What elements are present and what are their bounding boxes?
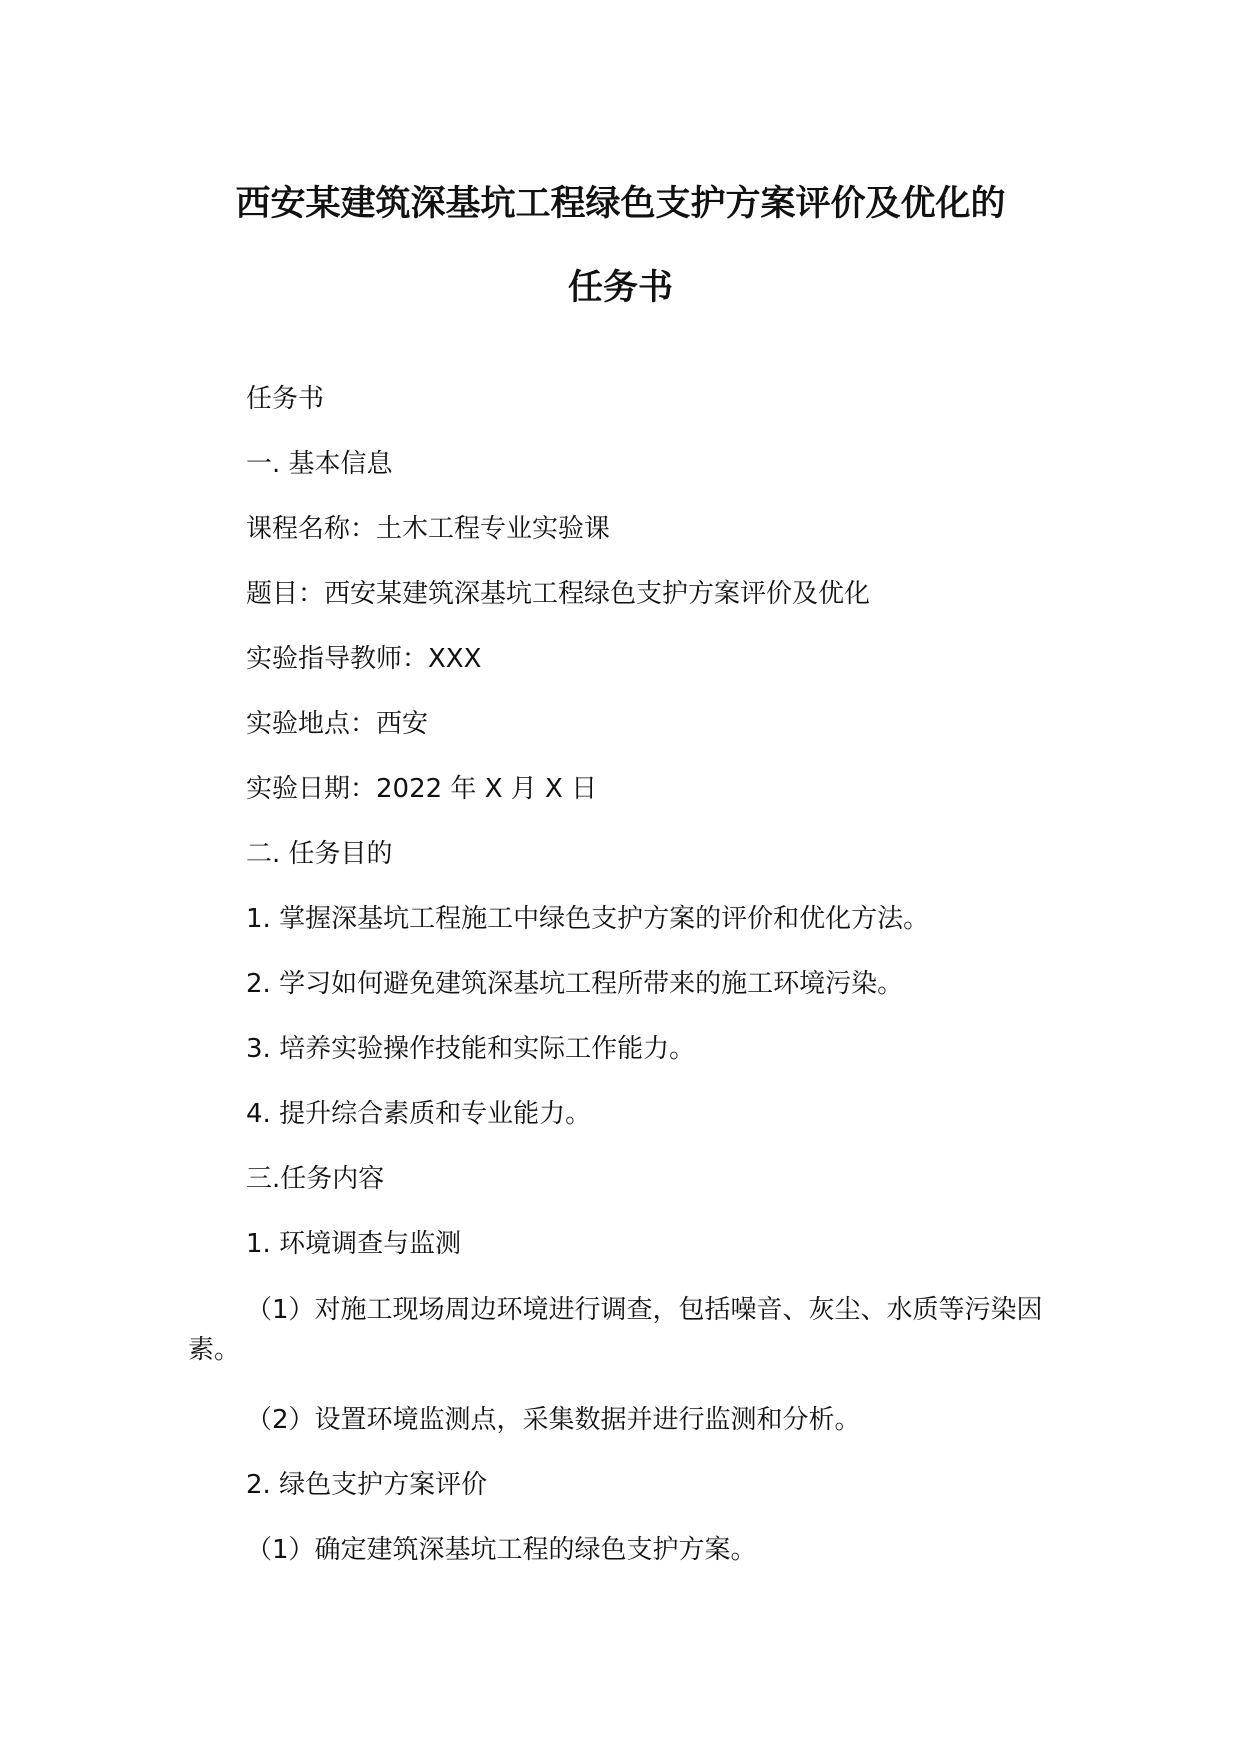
section-heading-basic-info: 一. 基本信息 xyxy=(246,449,393,479)
content-subheading-2: 2. 绿色支护方案评价 xyxy=(246,1470,488,1500)
instructor-line: 实验指导教师：XXX xyxy=(246,644,482,674)
document-title-line-2: 任务书 xyxy=(567,268,673,308)
content-item-2-1: （1）确定建筑深基坑工程的绿色支护方案。 xyxy=(246,1535,757,1565)
date-line: 实验日期：2022 年 X 月 X 日 xyxy=(246,774,598,804)
topic-line: 题目：西安某建筑深基坑工程绿色支护方案评价及优化 xyxy=(246,579,871,609)
section-heading-content: 三.任务内容 xyxy=(246,1164,385,1194)
course-name-line: 课程名称：土木工程专业实验课 xyxy=(246,514,611,544)
content-item-1-2: （2）设置环境监测点，采集数据并进行监测和分析。 xyxy=(246,1405,861,1435)
content-item-1-1: （1）对施工现场周边环境进行调查，包括噪音、灰尘、水质等污染因素。 xyxy=(188,1295,1043,1365)
purpose-item-2: 2. 学习如何避免建筑深基坑工程所带来的施工环境污染。 xyxy=(246,969,904,999)
purpose-item-3: 3. 培养实验操作技能和实际工作能力。 xyxy=(246,1034,696,1064)
purpose-item-4: 4. 提升综合素质和专业能力。 xyxy=(246,1099,592,1129)
section-label: 任务书 xyxy=(246,384,325,414)
section-heading-purpose: 二. 任务目的 xyxy=(246,839,393,869)
purpose-item-1: 1. 掌握深基坑工程施工中绿色支护方案的评价和优化方法。 xyxy=(246,904,930,934)
document-title-line-1: 西安某建筑深基坑工程绿色支护方案评价及优化的 xyxy=(235,184,1006,224)
content-subheading-1: 1. 环境调查与监测 xyxy=(246,1229,462,1259)
location-line: 实验地点：西安 xyxy=(246,709,429,739)
